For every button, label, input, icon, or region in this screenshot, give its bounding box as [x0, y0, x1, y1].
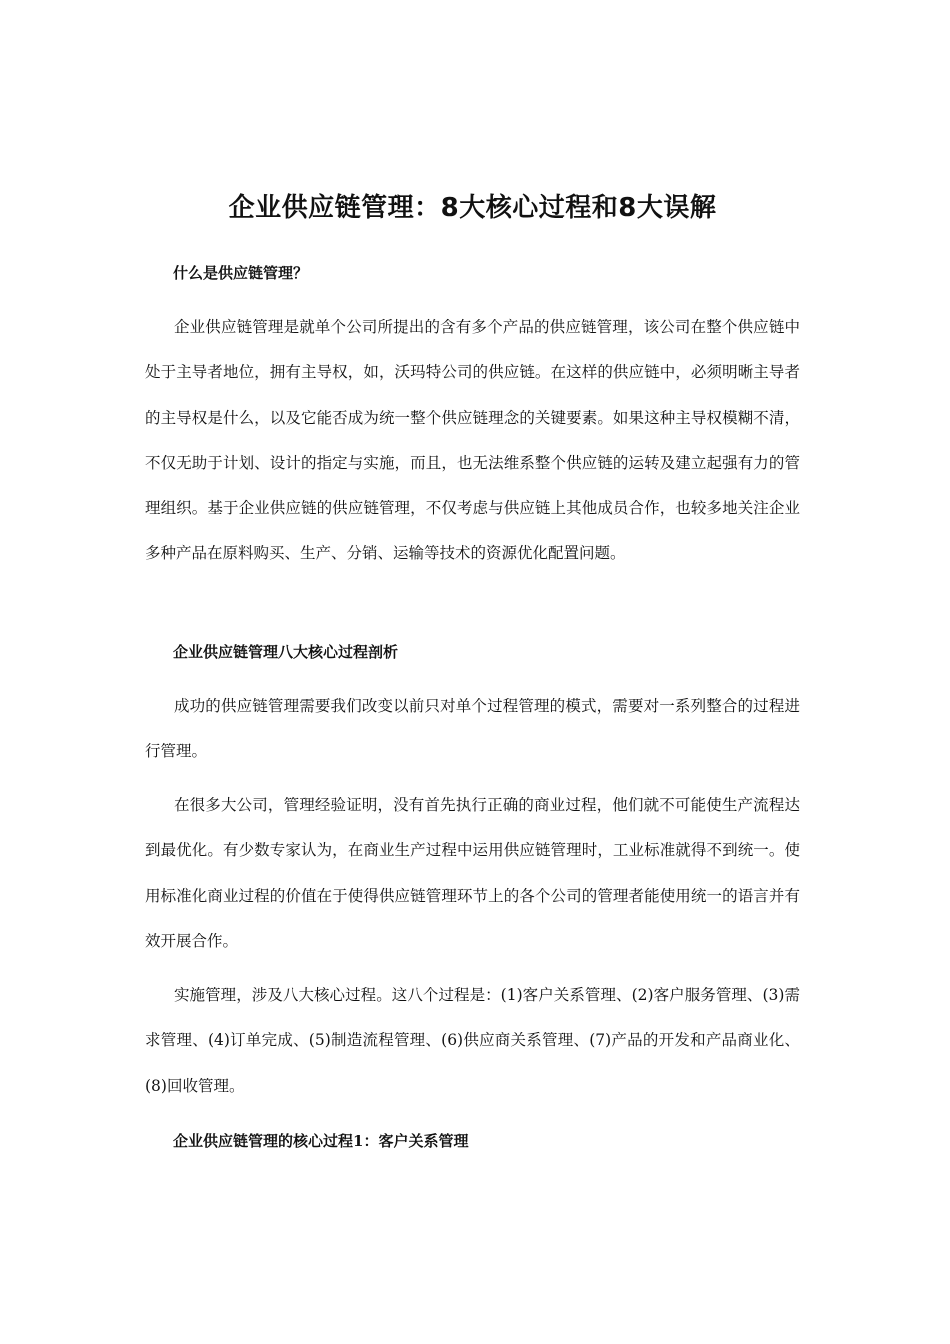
section-heading-core-process-1: 企业供应链管理的核心过程1：客户关系管理: [173, 1132, 469, 1150]
paragraph-process-management: 成功的供应链管理需要我们改变以前只对单个过程管理的模式，需要对一系列整合的过程进行管理。: [145, 697, 800, 761]
paragraph-scm-definition: 企业供应链管理是就单个公司所提出的含有多个产品的供应链管理，该公司在整个供应链中处于主导者地位，拥有主导权，如，沃玛特公司的供应链。在这样的供应链中，必须明晰主导者的主导权是什么，以及它能否成为统一整个供应链理念的关键要素。如果这种主导权模糊不清，不仅无助于计划、设计的指定与实施，而且，也无法维系整个供应链的运转及建立起强有力的管理组织。基于企业供应链的供应链管理，不仅考虑与供应链上其他成员合作，也较多地关注企业多种产品在原料购买、生产、分销、运输等技术的资源优化配置问题。: [145, 318, 800, 563]
document-title: 企业供应链管理：8大核心过程和8大误解: [228, 193, 717, 223]
paragraph-business-process-value: 在很多大公司，管理经验证明，没有首先执行正确的商业过程，他们就不可能使生产流程达到最优化。有少数专家认为，在商业生产过程中运用供应链管理时，工业标准就得不到统一。使用标准化商业过程的价值在于使得供应链管理环节上的各个公司的管理者能使用统一的语言并有效开展合作。: [145, 796, 800, 950]
paragraph-eight-processes-list: 实施管理，涉及八大核心过程。这八个过程是：(1)客户关系管理、(2)客户服务管理、(3)需求管理、(4)订单完成、(5)制造流程管理、(6)供应商关系管理、(7)产品的开发和产品商业化、(8)回收管理。: [145, 986, 800, 1095]
section-heading-what-is-scm: 什么是供应链管理？: [173, 264, 309, 282]
section-heading-eight-core-processes: 企业供应链管理八大核心过程剖析: [173, 643, 399, 661]
